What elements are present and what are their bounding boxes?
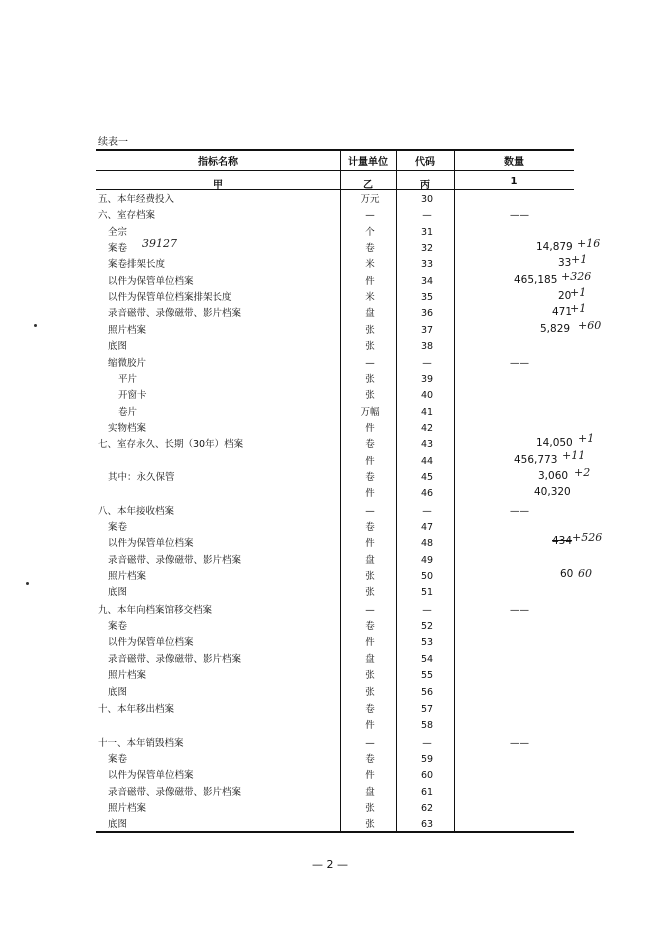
row-code: 31 bbox=[420, 226, 434, 238]
row-name: 其中：永久保管 bbox=[108, 471, 175, 483]
row-name: 照片档案 bbox=[108, 571, 147, 583]
row-unit: 张 bbox=[365, 802, 375, 814]
table-row bbox=[96, 339, 574, 355]
row-name: 照片档案 bbox=[108, 324, 147, 336]
row-unit: 件 bbox=[365, 422, 375, 434]
row-code: 40 bbox=[420, 390, 434, 402]
row-name: 九、本年向档案馆移交档案 bbox=[98, 604, 213, 616]
value-r43: 14,050 bbox=[536, 437, 573, 449]
row-unit: 米 bbox=[365, 259, 375, 271]
row-code: 62 bbox=[420, 802, 434, 814]
row-code: 55 bbox=[420, 670, 434, 682]
header-quantity: 数量 bbox=[504, 157, 524, 168]
table-row bbox=[96, 817, 574, 833]
row-unit: 张 bbox=[365, 373, 375, 385]
row-code: 61 bbox=[420, 786, 434, 798]
row-unit: 张 bbox=[365, 670, 375, 682]
table-row bbox=[96, 388, 574, 404]
value-r44: 456,773 bbox=[514, 454, 558, 466]
value-r35: 20 bbox=[558, 290, 572, 302]
table-row bbox=[96, 208, 574, 224]
table-row bbox=[96, 356, 574, 372]
header-quantity-sub: 1 bbox=[510, 176, 518, 187]
row-code: 37 bbox=[420, 324, 434, 336]
row-unit: 件 bbox=[365, 637, 375, 649]
row-name: 十、本年移出档案 bbox=[98, 703, 175, 715]
row-unit: 张 bbox=[365, 819, 375, 831]
row-code: 51 bbox=[420, 587, 434, 599]
table-row bbox=[96, 619, 574, 635]
row-name: 录音磁带、录像磁带、影片档案 bbox=[108, 308, 242, 320]
row-unit: 件 bbox=[365, 275, 375, 287]
table-row bbox=[96, 736, 574, 752]
handwritten-note: +16 bbox=[577, 237, 601, 250]
row-code: 54 bbox=[420, 653, 434, 665]
row-unit: 张 bbox=[365, 686, 375, 698]
table-row bbox=[96, 603, 574, 619]
row-unit: 卷 bbox=[365, 522, 375, 533]
row-code: 56 bbox=[420, 686, 434, 698]
value-r48: 434 bbox=[552, 535, 573, 547]
table-row bbox=[96, 257, 574, 273]
table-row bbox=[96, 405, 574, 421]
handwritten-note: 39127 bbox=[142, 237, 177, 250]
row-name: 底图 bbox=[108, 341, 128, 353]
row-code: 34 bbox=[420, 275, 434, 287]
row-dash: —— bbox=[510, 604, 529, 616]
table-row bbox=[96, 536, 574, 552]
handwritten-note: +1 bbox=[578, 432, 595, 445]
row-unit: 卷 bbox=[365, 621, 375, 633]
table-row bbox=[96, 635, 574, 651]
row-unit: 件 bbox=[365, 770, 375, 782]
row-unit: 盘 bbox=[365, 308, 375, 320]
value-r32: 14,879 bbox=[536, 241, 573, 253]
row-code: 52 bbox=[420, 621, 434, 633]
row-name: 案卷 bbox=[108, 753, 128, 765]
header-name: 指标名称 bbox=[198, 157, 238, 168]
row-unit: 张 bbox=[365, 390, 375, 402]
row-name: 以件为保管单位档案排架长度 bbox=[108, 292, 232, 304]
value-r46: 40,320 bbox=[534, 486, 571, 498]
row-code: 46 bbox=[420, 488, 434, 500]
row-dash: —— bbox=[510, 737, 529, 749]
row-name: 案卷 bbox=[108, 522, 128, 533]
table-row bbox=[96, 437, 574, 453]
row-code: 41 bbox=[420, 406, 434, 418]
row-code: 60 bbox=[420, 770, 434, 782]
row-unit: 盘 bbox=[365, 653, 375, 665]
table-caption: 续表一 bbox=[98, 137, 128, 148]
value-r36: 471 bbox=[552, 306, 573, 318]
row-code: 53 bbox=[420, 637, 434, 649]
row-unit: 万幅 bbox=[360, 406, 380, 418]
row-name: 以件为保管单位档案 bbox=[108, 637, 194, 649]
row-code: 39 bbox=[420, 373, 434, 385]
row-unit: 件 bbox=[365, 720, 375, 732]
row-unit: 张 bbox=[365, 341, 375, 353]
value-r45: 3,060 bbox=[538, 470, 569, 482]
row-name: 八、本年接收档案 bbox=[98, 505, 175, 517]
table-row bbox=[96, 323, 574, 339]
value-r34: 465,185 bbox=[514, 274, 558, 286]
row-code: 36 bbox=[420, 308, 434, 320]
row-name: 照片档案 bbox=[108, 802, 147, 814]
value-r37: 5,829 bbox=[540, 323, 571, 335]
row-unit: 盘 bbox=[365, 786, 375, 798]
row-unit: 张 bbox=[365, 571, 375, 583]
row-unit: — bbox=[365, 604, 375, 616]
row-name: 全宗 bbox=[108, 226, 128, 238]
row-code: 42 bbox=[420, 422, 434, 434]
row-code: 50 bbox=[420, 571, 434, 583]
handwritten-note: +11 bbox=[562, 449, 586, 462]
table-row bbox=[96, 306, 574, 322]
row-name: 平片 bbox=[118, 373, 138, 385]
row-name: 照片档案 bbox=[108, 670, 147, 682]
row-unit: 盘 bbox=[365, 554, 375, 566]
row-unit: — bbox=[365, 357, 375, 369]
handwritten-note: +1 bbox=[571, 253, 588, 266]
row-unit: 张 bbox=[365, 587, 375, 599]
header-code-sub: 丙 bbox=[420, 180, 430, 191]
table-row bbox=[96, 290, 574, 306]
table-row bbox=[96, 652, 574, 668]
table-row bbox=[96, 274, 574, 290]
row-unit: 张 bbox=[365, 324, 375, 336]
row-name: 实物档案 bbox=[108, 422, 147, 434]
row-unit: 卷 bbox=[365, 471, 375, 483]
table-row bbox=[96, 668, 574, 684]
row-unit: — bbox=[365, 210, 375, 222]
row-unit: — bbox=[365, 737, 375, 749]
page-number: — 2 — bbox=[312, 858, 348, 871]
row-name: 案卷排架长度 bbox=[108, 259, 166, 271]
row-unit: 个 bbox=[365, 226, 375, 238]
row-unit: 卷 bbox=[365, 703, 375, 715]
row-unit: 件 bbox=[365, 455, 375, 467]
row-code: 49 bbox=[420, 554, 434, 566]
row-name: 案卷 bbox=[108, 621, 128, 633]
row-name: 录音磁带、录像磁带、影片档案 bbox=[108, 554, 242, 566]
row-unit: 卷 bbox=[365, 243, 375, 255]
scan-speck bbox=[26, 582, 29, 585]
row-unit: 卷 bbox=[365, 439, 375, 451]
row-name: 以件为保管单位档案 bbox=[108, 538, 194, 550]
row-name: 底图 bbox=[108, 587, 128, 599]
table-row bbox=[96, 702, 574, 718]
row-code: 30 bbox=[420, 194, 434, 205]
row-name: 录音磁带、录像磁带、影片档案 bbox=[108, 653, 242, 665]
row-name: 底图 bbox=[108, 686, 128, 698]
table-row bbox=[96, 520, 574, 536]
header-unit-sub: 乙 bbox=[363, 180, 373, 191]
stat-table bbox=[96, 149, 603, 833]
row-name: 十一、本年销毁档案 bbox=[98, 737, 184, 749]
table-row bbox=[96, 801, 574, 817]
row-name: 案卷 bbox=[108, 243, 128, 255]
row-code: — bbox=[422, 604, 432, 616]
table-row bbox=[96, 421, 574, 437]
row-code: 47 bbox=[420, 522, 434, 533]
row-code: 45 bbox=[420, 471, 434, 483]
row-name: 底图 bbox=[108, 819, 128, 831]
header-rule bbox=[96, 170, 574, 171]
handwritten-note: 60 bbox=[578, 567, 592, 580]
row-code: — bbox=[422, 357, 432, 369]
header-name-sub: 甲 bbox=[213, 180, 223, 191]
row-code: 57 bbox=[420, 703, 434, 715]
table-row bbox=[96, 470, 574, 486]
row-code: — bbox=[422, 505, 432, 517]
row-dash: —— bbox=[510, 357, 529, 369]
table-row bbox=[96, 504, 574, 520]
table-row bbox=[96, 372, 574, 388]
value-r50: 60 bbox=[560, 568, 574, 580]
row-dash: —— bbox=[510, 210, 529, 222]
handwritten-note: +1 bbox=[570, 302, 587, 315]
row-code: 38 bbox=[420, 341, 434, 353]
row-name: 六、室存档案 bbox=[98, 210, 156, 222]
table-row bbox=[96, 685, 574, 701]
handwritten-note: +326 bbox=[561, 270, 592, 283]
scan-speck bbox=[34, 324, 37, 327]
row-unit: 件 bbox=[365, 538, 375, 550]
table-row bbox=[96, 192, 574, 208]
table-row bbox=[96, 553, 574, 569]
row-unit: 米 bbox=[365, 292, 375, 304]
table-row bbox=[96, 768, 574, 784]
table-row bbox=[96, 785, 574, 801]
header-code: 代码 bbox=[415, 157, 435, 168]
row-unit: 万元 bbox=[360, 194, 380, 205]
table-row bbox=[96, 585, 574, 601]
row-name: 五、本年经费投入 bbox=[98, 194, 175, 205]
header-unit: 计量单位 bbox=[348, 157, 388, 168]
table-row bbox=[96, 718, 574, 734]
row-dash: —— bbox=[510, 505, 529, 517]
row-code: 35 bbox=[420, 292, 434, 304]
value-r33: 33 bbox=[558, 257, 572, 269]
row-name: 以件为保管单位档案 bbox=[108, 275, 194, 287]
row-code: — bbox=[422, 737, 432, 749]
handwritten-note: +60 bbox=[578, 319, 602, 332]
row-name: 开窗卡 bbox=[118, 390, 147, 402]
row-name: 录音磁带、录像磁带、影片档案 bbox=[108, 786, 242, 798]
table-row bbox=[96, 486, 574, 502]
table-row bbox=[96, 752, 574, 768]
handwritten-note: +1 bbox=[570, 286, 587, 299]
row-unit: 卷 bbox=[365, 753, 375, 765]
row-code: 48 bbox=[420, 538, 434, 550]
row-code: 59 bbox=[420, 753, 434, 765]
row-name: 卷片 bbox=[118, 406, 138, 418]
row-name: 七、室存永久、长期（30年）档案 bbox=[98, 439, 244, 451]
table-row bbox=[96, 569, 574, 585]
row-code: 44 bbox=[420, 455, 434, 467]
handwritten-note: +526 bbox=[572, 531, 603, 544]
top-rule bbox=[96, 149, 574, 151]
row-unit: — bbox=[365, 505, 375, 517]
row-name: 以件为保管单位档案 bbox=[108, 770, 194, 782]
row-code: — bbox=[422, 210, 432, 222]
row-code: 63 bbox=[420, 819, 434, 831]
row-code: 58 bbox=[420, 720, 434, 732]
row-name: 缩微胶片 bbox=[108, 357, 147, 369]
row-unit: 件 bbox=[365, 488, 375, 500]
table-row bbox=[96, 454, 574, 470]
row-code: 33 bbox=[420, 259, 434, 271]
handwritten-note: +2 bbox=[574, 466, 591, 479]
row-code: 32 bbox=[420, 243, 434, 255]
row-code: 43 bbox=[420, 439, 434, 451]
